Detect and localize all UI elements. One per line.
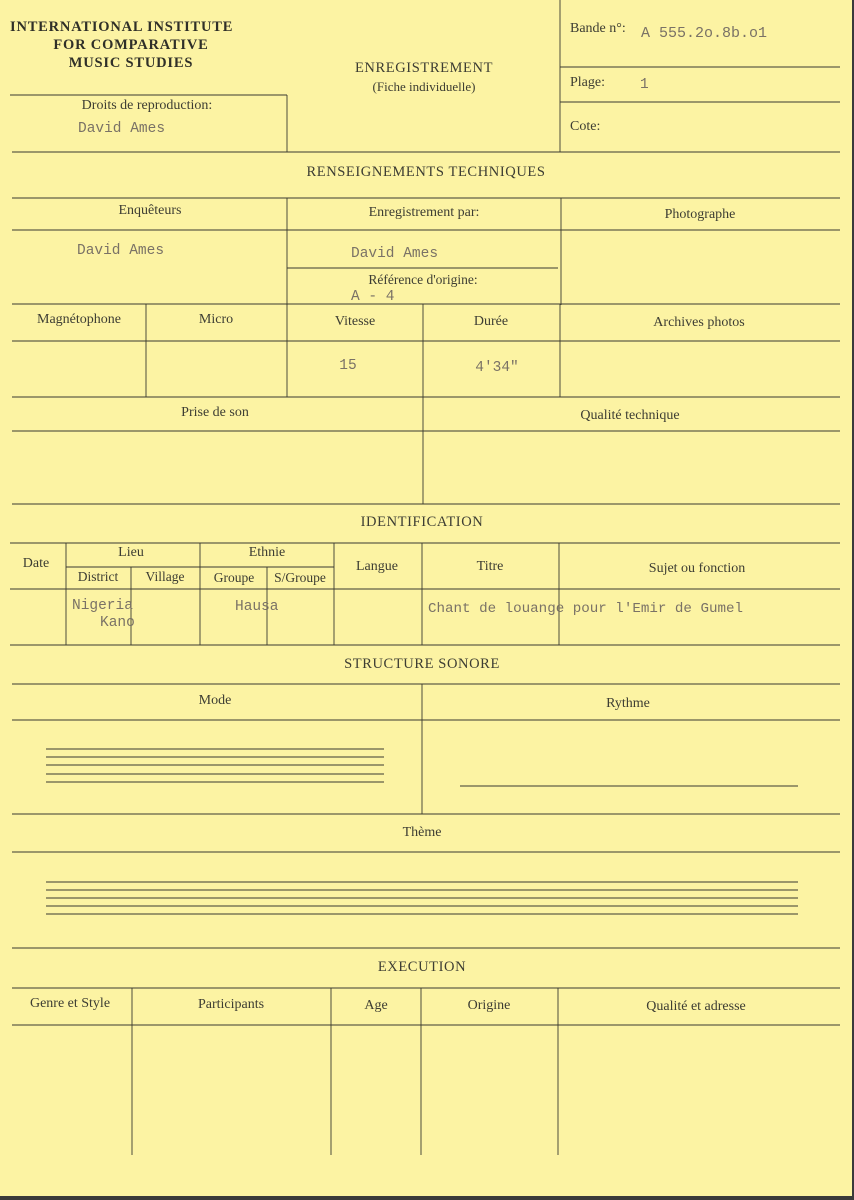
village-label: Village <box>145 569 185 584</box>
duree-label: Durée <box>473 314 509 329</box>
institute-name-line2: FOR COMPARATIVE <box>53 37 209 53</box>
institute-name-line3: MUSIC STUDIES <box>68 55 194 71</box>
form-subtitle: (Fiche individuelle) <box>372 79 476 94</box>
magnetophone-label: Magnétophone <box>37 312 121 327</box>
lieu-value-line1: Nigeria <box>72 598 133 614</box>
ethnie-label: Ethnie <box>248 545 286 560</box>
section-title-execution: EXECUTION <box>377 959 467 975</box>
rythme-label: Rythme <box>606 696 650 711</box>
bande-value: A 555.2o.8b.o1 <box>641 25 768 42</box>
reference-value: A - 4 <box>351 289 395 305</box>
titre-label: Titre <box>476 559 504 574</box>
micro-label: Micro <box>198 312 234 327</box>
ethnie-value: Hausa <box>235 599 279 615</box>
theme-label: Thème <box>402 825 442 840</box>
age-label: Age <box>364 998 388 1013</box>
district-label: District <box>77 569 119 584</box>
form-title: ENREGISTREMENT <box>354 60 494 76</box>
qualite-technique-label: Qualité technique <box>580 408 680 423</box>
genre-style-label: Genre et Style <box>29 996 111 1011</box>
institute-name-line1: INTERNATIONAL INSTITUTE <box>10 19 234 35</box>
section-title-identification: IDENTIFICATION <box>360 514 484 530</box>
rights-label: Droits de reproduction: <box>81 98 213 113</box>
photographe-label: Photographe <box>664 207 736 222</box>
section-title-structure: STRUCTURE SONORE <box>344 656 500 672</box>
enregistrement-label: Enregistrement par: <box>368 205 480 220</box>
plage-label: Plage: <box>570 75 605 90</box>
sujet-label: Sujet ou fonction <box>648 561 746 576</box>
mode-label: Mode <box>198 693 232 708</box>
lieu-value-line2: Kano <box>100 615 135 631</box>
enqueteurs-label: Enquêteurs <box>118 203 182 218</box>
participants-label: Participants <box>197 997 265 1012</box>
plage-value: 1 <box>640 77 649 93</box>
section-title-technique: RENSEIGNEMENTS TECHNIQUES <box>306 164 546 180</box>
titre-value: Chant de louange pour l'Emir de Gumel <box>428 601 744 617</box>
vitesse-value: 15 <box>339 358 357 374</box>
origine-label: Origine <box>467 998 511 1013</box>
groupe-label: Groupe <box>213 570 255 585</box>
lieu-label: Lieu <box>118 545 144 560</box>
rights-value: David Ames <box>78 121 166 137</box>
qualite-adresse-label: Qualité et adresse <box>646 999 746 1014</box>
enregistrement-value: David Ames <box>351 246 439 262</box>
duree-value: 4'34" <box>475 360 519 376</box>
langue-label: Langue <box>356 559 398 574</box>
sgroupe-label: S/Groupe <box>274 570 326 585</box>
reference-label: Référence d'origine: <box>368 272 478 287</box>
cote-label: Cote: <box>570 119 601 134</box>
archives-photos-label: Archives photos <box>653 315 745 330</box>
date-label: Date <box>22 556 50 571</box>
vitesse-label: Vitesse <box>334 314 376 329</box>
bande-label: Bande n°: <box>570 21 626 36</box>
enqueteurs-value: David Ames <box>77 243 165 259</box>
prise-de-son-label: Prise de son <box>181 405 249 420</box>
